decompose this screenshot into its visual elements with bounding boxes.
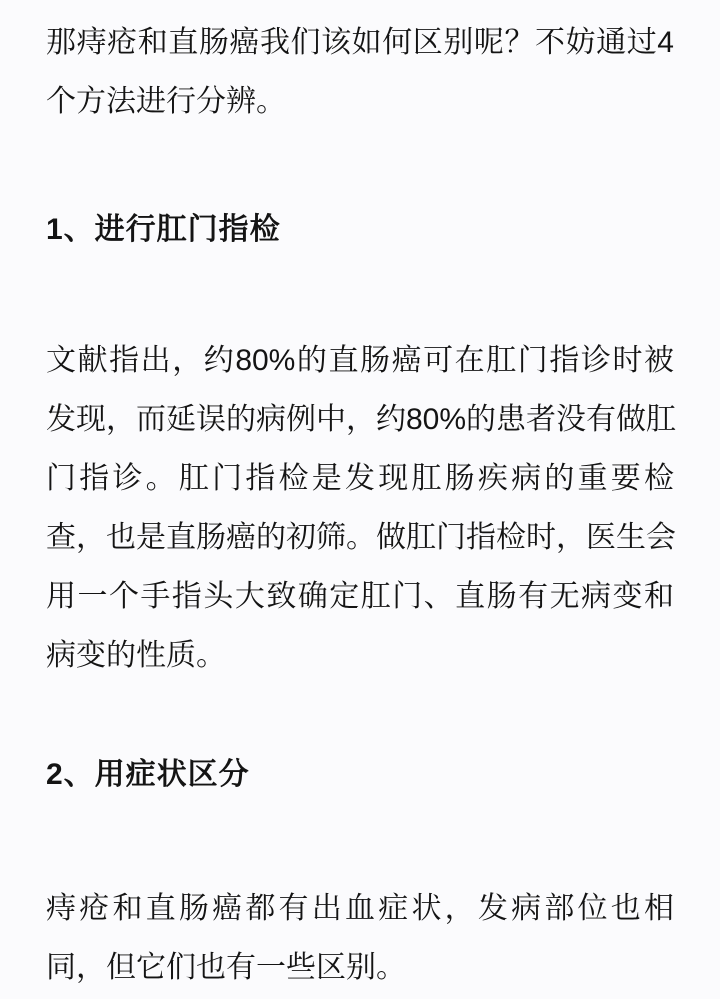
section-1-line-6: 病变的性质。	[46, 639, 226, 672]
section-1-heading: 1、进行肛门指检	[46, 213, 281, 246]
section-2-heading: 2、用症状区分	[46, 758, 250, 791]
section-1-paragraph	[46, 331, 677, 685]
section-1-line-5: 用一个手指头大致确定肛门、直肠有无病变和	[46, 580, 674, 613]
section-1-line-3: 门指诊。肛门指检是发现肛肠疾病的重要检	[46, 462, 674, 495]
section-2-line-1: 痔疮和直肠癌都有出血症状，发病部位也相	[46, 892, 674, 925]
intro-paragraph	[46, 13, 674, 131]
intro-line-1: 那痔疮和直肠癌我们该如何区别呢？不妨通过4	[46, 26, 674, 59]
section-2-line-2: 同，但它们也有一些区别。	[46, 951, 406, 984]
section-1-line-1: 文献指出，约80%的直肠癌可在肛门指诊时被	[46, 344, 674, 377]
section-1-line-2: 发现，而延误的病例中，约80%的患者没有做肛	[46, 403, 677, 436]
section-2-paragraph	[46, 879, 674, 997]
section-1-line-4: 查，也是直肠癌的初筛。做肛门指检时，医生会	[46, 521, 676, 554]
intro-line-2: 个方法进行分辨。	[46, 85, 286, 118]
